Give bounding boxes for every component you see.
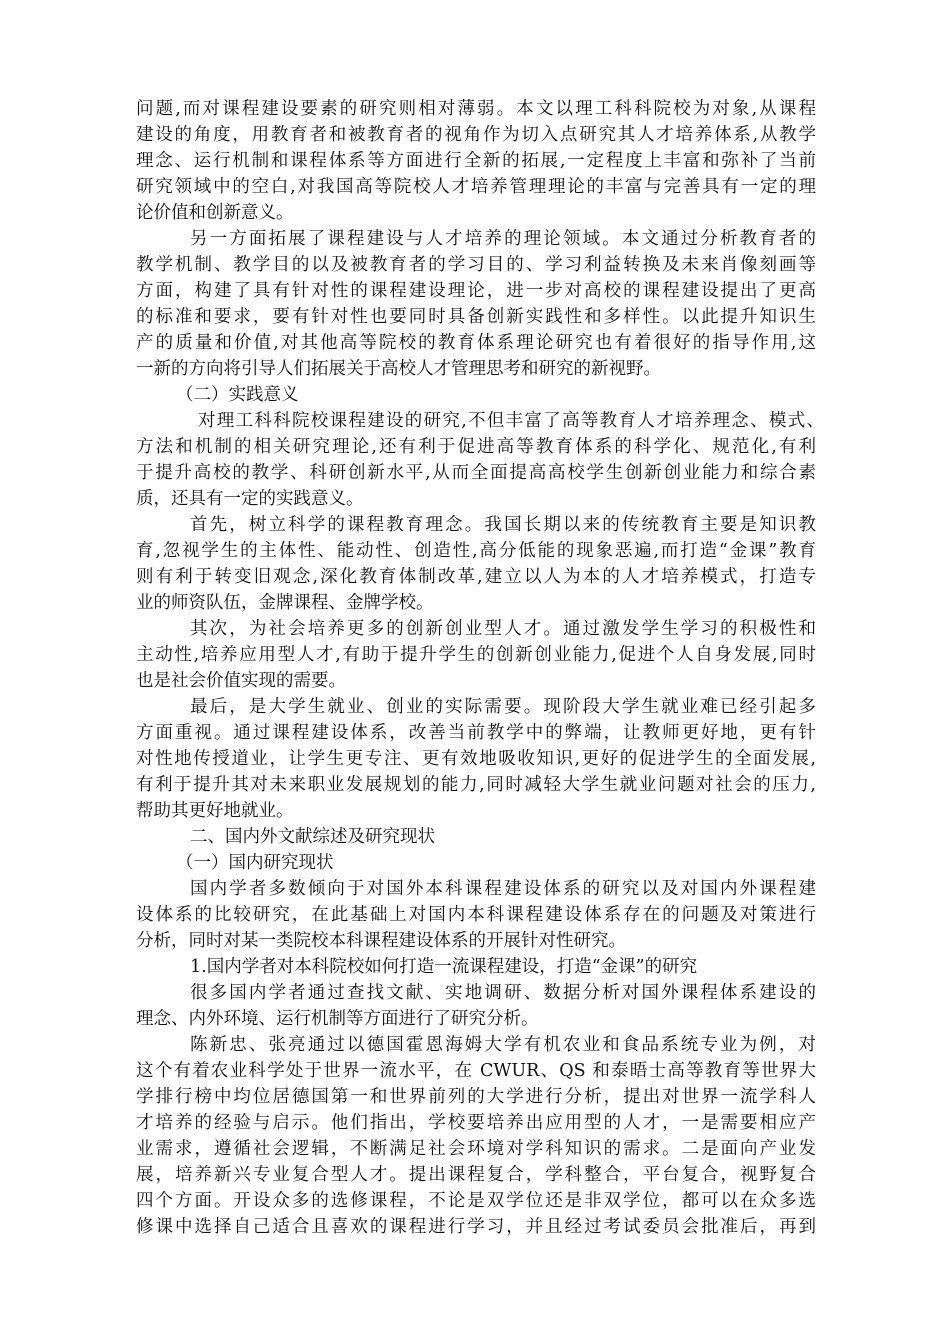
text-line: 学排行榜中均位居德国第一和世界前列的大学进行分析，提出对世界一流学科人 (136, 1087, 816, 1107)
text-line: 方法和机制的相关研究理论,还有利于促进高等教育体系的科学化、规范化,有利 (136, 437, 816, 457)
text-line: 分析，同时对某一类院校本科课程建设体系的开展针对性研究。 (136, 931, 626, 951)
text-line: 业需求，遵循社会逻辑，不断满足社会环境对学科知识的需求。二是面向产业发 (136, 1139, 816, 1159)
text-line: 质，还具有一定的实践意义。 (136, 489, 364, 509)
text-line: 这个有着农业科学处于世界一流水平，在 CWUR、QS 和泰晤士高等教育等世界大 (136, 1061, 816, 1081)
text-line: 的标准和要求，要有针对性也要同时具备创新实践性和多样性。以此提升知识生 (136, 307, 816, 327)
text-line: 设体系的比较研究，在此基础上对国内本科课程建设体系存在的问题及对策进行 (136, 905, 816, 925)
text-line: 也是社会价值实现的需要。 (136, 671, 346, 691)
text-line: 于提升高校的教学、科研创新水平,从而全面提高高校学生创新创业能力和综合素 (136, 463, 816, 483)
text-line: 理念、运行机制和课程体系等方面进行全新的拓展,一定程度上丰富和弥补了当前 (136, 151, 816, 171)
text-line: 论价值和创新意义。 (136, 203, 294, 223)
text-line: 研究领域中的空白,对我国高等院校人才培养管理理论的丰富与完善具有一定的理 (136, 177, 816, 197)
text-line: 建设的角度，用教育者和被教育者的视角作为切入点研究其人才培养体系,从教学 (136, 125, 816, 145)
paragraph-first-line: 对理工科科院校课程建设的研究,不但丰富了高等教育人才培养理念、模式、 (198, 411, 824, 431)
paragraph-first-line: 其次，为社会培养更多的创新创业型人才。通过激发学生学习的积极性和 (190, 619, 816, 639)
text-line: 修课中选择自己适合且喜欢的课程进行学习，并且经过考试委员会批准后，再到 (136, 1217, 816, 1237)
paragraph-first-line: 首先，树立科学的课程教育理念。我国长期以来的传统教育主要是知识教 (190, 515, 816, 535)
subsection-heading: （一）国内研究现状 (176, 853, 334, 873)
text-line: 才培养的经验与启示。他们指出，学校要培养出应用型的人才，一是需要相应产 (136, 1113, 816, 1133)
section-heading: 二、国内外文献综述及研究现状 (190, 827, 435, 847)
text-line: 教学机制、教学目的以及被教育者的学习目的、学习利益转换及未来肖像刻画等 (136, 255, 816, 275)
text-line: 一新的方向将引导人们拓展关于高校人才管理思考和研究的新视野。 (136, 359, 661, 379)
paragraph-first-line: 陈新忠、张亮通过以德国霍恩海姆大学有机农业和食品系统专业为例，对 (190, 1035, 816, 1055)
text-line: 问题,而对课程建设要素的研究则相对薄弱。本文以理工科科院校为对象,从课程 (136, 99, 816, 119)
section-heading: （二）实践意义 (176, 385, 299, 405)
text-line: 理念、内外环境、运行机制等方面进行了研究分析。 (136, 1009, 539, 1029)
subsection-heading: 1.国内学者对本科院校如何打造一流课程建设，打造“金课”的研究 (190, 957, 698, 977)
text-line: 有利于提升其对未来职业发展规划的能力,同时减轻大学生就业问题对社会的压力, (136, 775, 816, 795)
paragraph-first-line: 最后，是大学生就业、创业的实际需要。现阶段大学生就业难已经引起多 (190, 697, 816, 717)
text-line: 展，培养新兴专业复合型人才。提出课程复合，学科整合，平台复合，视野复合 (136, 1165, 816, 1185)
text-line: 帮助其更好地就业。 (136, 801, 294, 821)
paragraph-first-line: 国内学者多数倾向于对国外本科课程建设体系的研究以及对国内外课程建 (190, 879, 816, 899)
text-line: 业的师资队伍，金牌课程、金牌学校。 (136, 593, 434, 613)
text-line: 产的质量和价值,对其他高等院校的教育体系理论研究也有着很好的指导作用,这 (136, 333, 816, 353)
paragraph-first-line: 另一方面拓展了课程建设与人才培养的理论领域。本文通过分析教育者的 (190, 229, 816, 249)
text-line: 对性地传授道业，让学生更专注、更有效地吸收知识,更好的促进学生的全面发展, (136, 749, 816, 769)
text-line: 四个方面。开设众多的选修课程，不论是双学位还是非双学位，都可以在众多选 (136, 1191, 816, 1211)
text-line: 方面重视。通过课程建设体系，改善当前教学中的弊端，让教师更好地，更有针 (136, 723, 816, 743)
text-line: 主动性,培养应用型人才,有助于提升学生的创新创业能力,促进个人自身发展,同时 (136, 645, 816, 665)
text-line: 方面，构建了具有针对性的课程建设理论，进一步对高校的课程建设提出了更高 (136, 281, 816, 301)
text-line: 育,忽视学生的主体性、能动性、创造性,高分低能的现象恶遍,而打造“金课”教育 (136, 541, 816, 561)
paragraph-first-line: 很多国内学者通过查找文献、实地调研、数据分析对国外课程体系建设的 (190, 983, 816, 1003)
text-line: 则有利于转变旧观念,深化教育体制改革,建立以人为本的人才培养模式，打造专 (136, 567, 816, 587)
